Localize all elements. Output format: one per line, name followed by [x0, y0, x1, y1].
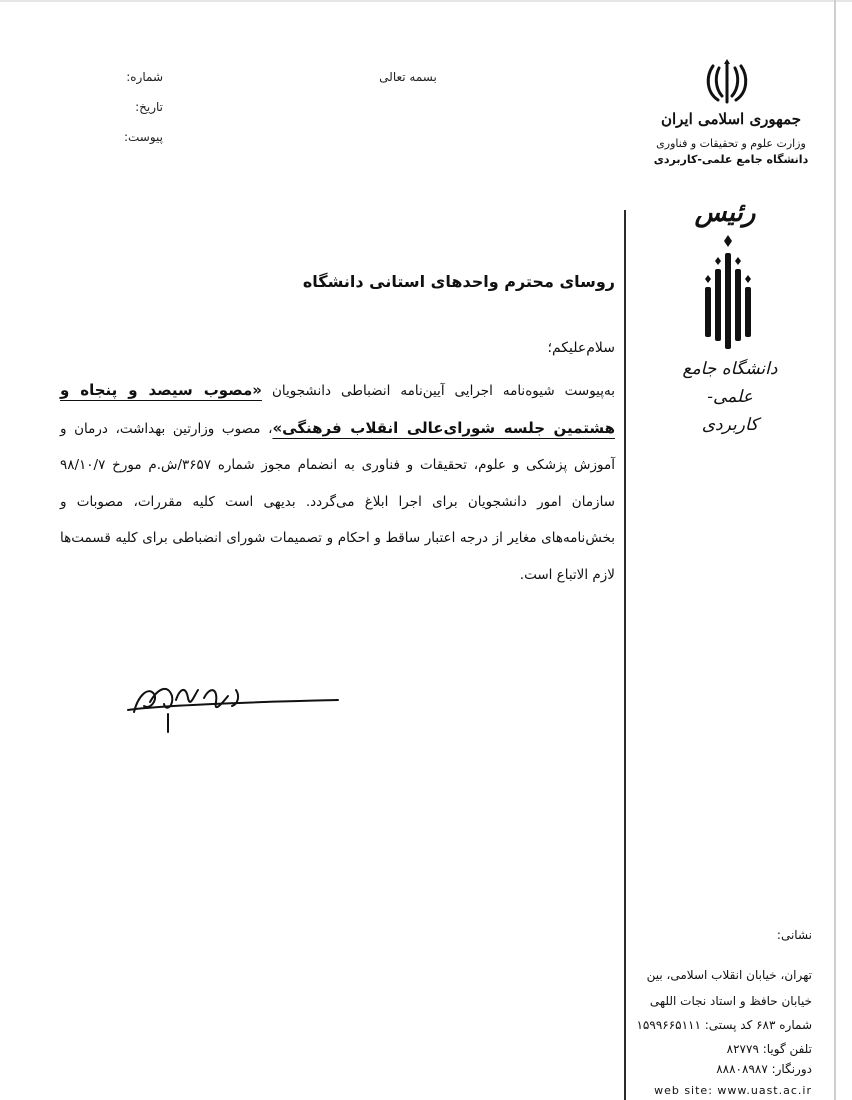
logo-name-line2: علمی-کاربردی: [701, 387, 759, 435]
address-line-2: خیابان حافظ و استاد نجات اللهی: [649, 994, 812, 1008]
role-title: رئیس: [694, 198, 756, 228]
page-right-edge: [834, 0, 836, 1100]
iran-emblem-icon: [704, 58, 750, 106]
country-name: جمهوری اسلامی ایران: [660, 110, 802, 128]
address-line-3: شماره ۶۸۳ کد پستی: ۱۵۹۹۶۶۵۱۱۱: [636, 1018, 812, 1032]
number-label: شماره:: [126, 70, 163, 84]
fax-line: دورنگار: ۸۸۸۰۸۹۸۷: [716, 1062, 812, 1076]
vertical-divider: [624, 210, 626, 1100]
attachment-label: پیوست:: [123, 130, 163, 144]
body-part-2: ، مصوب وزارتین بهداشت، درمان و آموزش پزشکی و علوم، تحقیقات و فناوری به انضمام مجوز شماره ۳۶۵۷/ش.م مورخ ۹۸/۱۰/۷ سازمان امور دانشجویان برای اجرا ابلاغ می‌گردد. بدیهی است کلیه مقررات، مصوبات و بخش‌نامه‌های مغایر از درجه اعتبار ساقط و احکام و تصمیمات شورای انضباطی برای کلیه قسمت‌ها لازم الاتباع است.: [60, 420, 616, 583]
address-line-1: تهران، خیابان انقلاب اسلامی، بین: [646, 968, 812, 982]
date-label: تاریخ:: [135, 100, 163, 114]
phone-line: تلفن گویا: ۸۲۷۷۹: [726, 1042, 812, 1056]
handwritten-signature: [124, 676, 342, 746]
body-bold-phrase: «مصوب سیصد و پنجاه و هشتمین جلسه شورای‌عالی انقلاب فرهنگی»: [60, 381, 616, 437]
page-top-edge: [0, 0, 852, 2]
logo-name-line1: دانشگاه جامع: [682, 359, 778, 379]
university-name: دانشگاه جامع علمی-کاربردی: [653, 153, 809, 166]
greeting: سلام‌علیکم؛: [547, 340, 615, 356]
logo-university-name: [680, 355, 780, 439]
bismillah-heading: بسمه تعالی: [379, 70, 437, 84]
website-line: web site: www.uast.ac.ir: [654, 1084, 812, 1097]
university-logo-icon: [700, 235, 756, 351]
letter-body: [60, 372, 615, 593]
recipient-line: روسای محترم واحدهای استانی دانشگاه: [302, 272, 615, 291]
address-label: نشانی:: [776, 928, 812, 942]
ministry-name: وزارت علوم و تحقیقات و فناوری: [656, 137, 806, 150]
body-part-1: به‌پیوست شیوه‌نامه اجرایی آیین‌نامه انضباطی دانشجویان: [261, 383, 615, 399]
